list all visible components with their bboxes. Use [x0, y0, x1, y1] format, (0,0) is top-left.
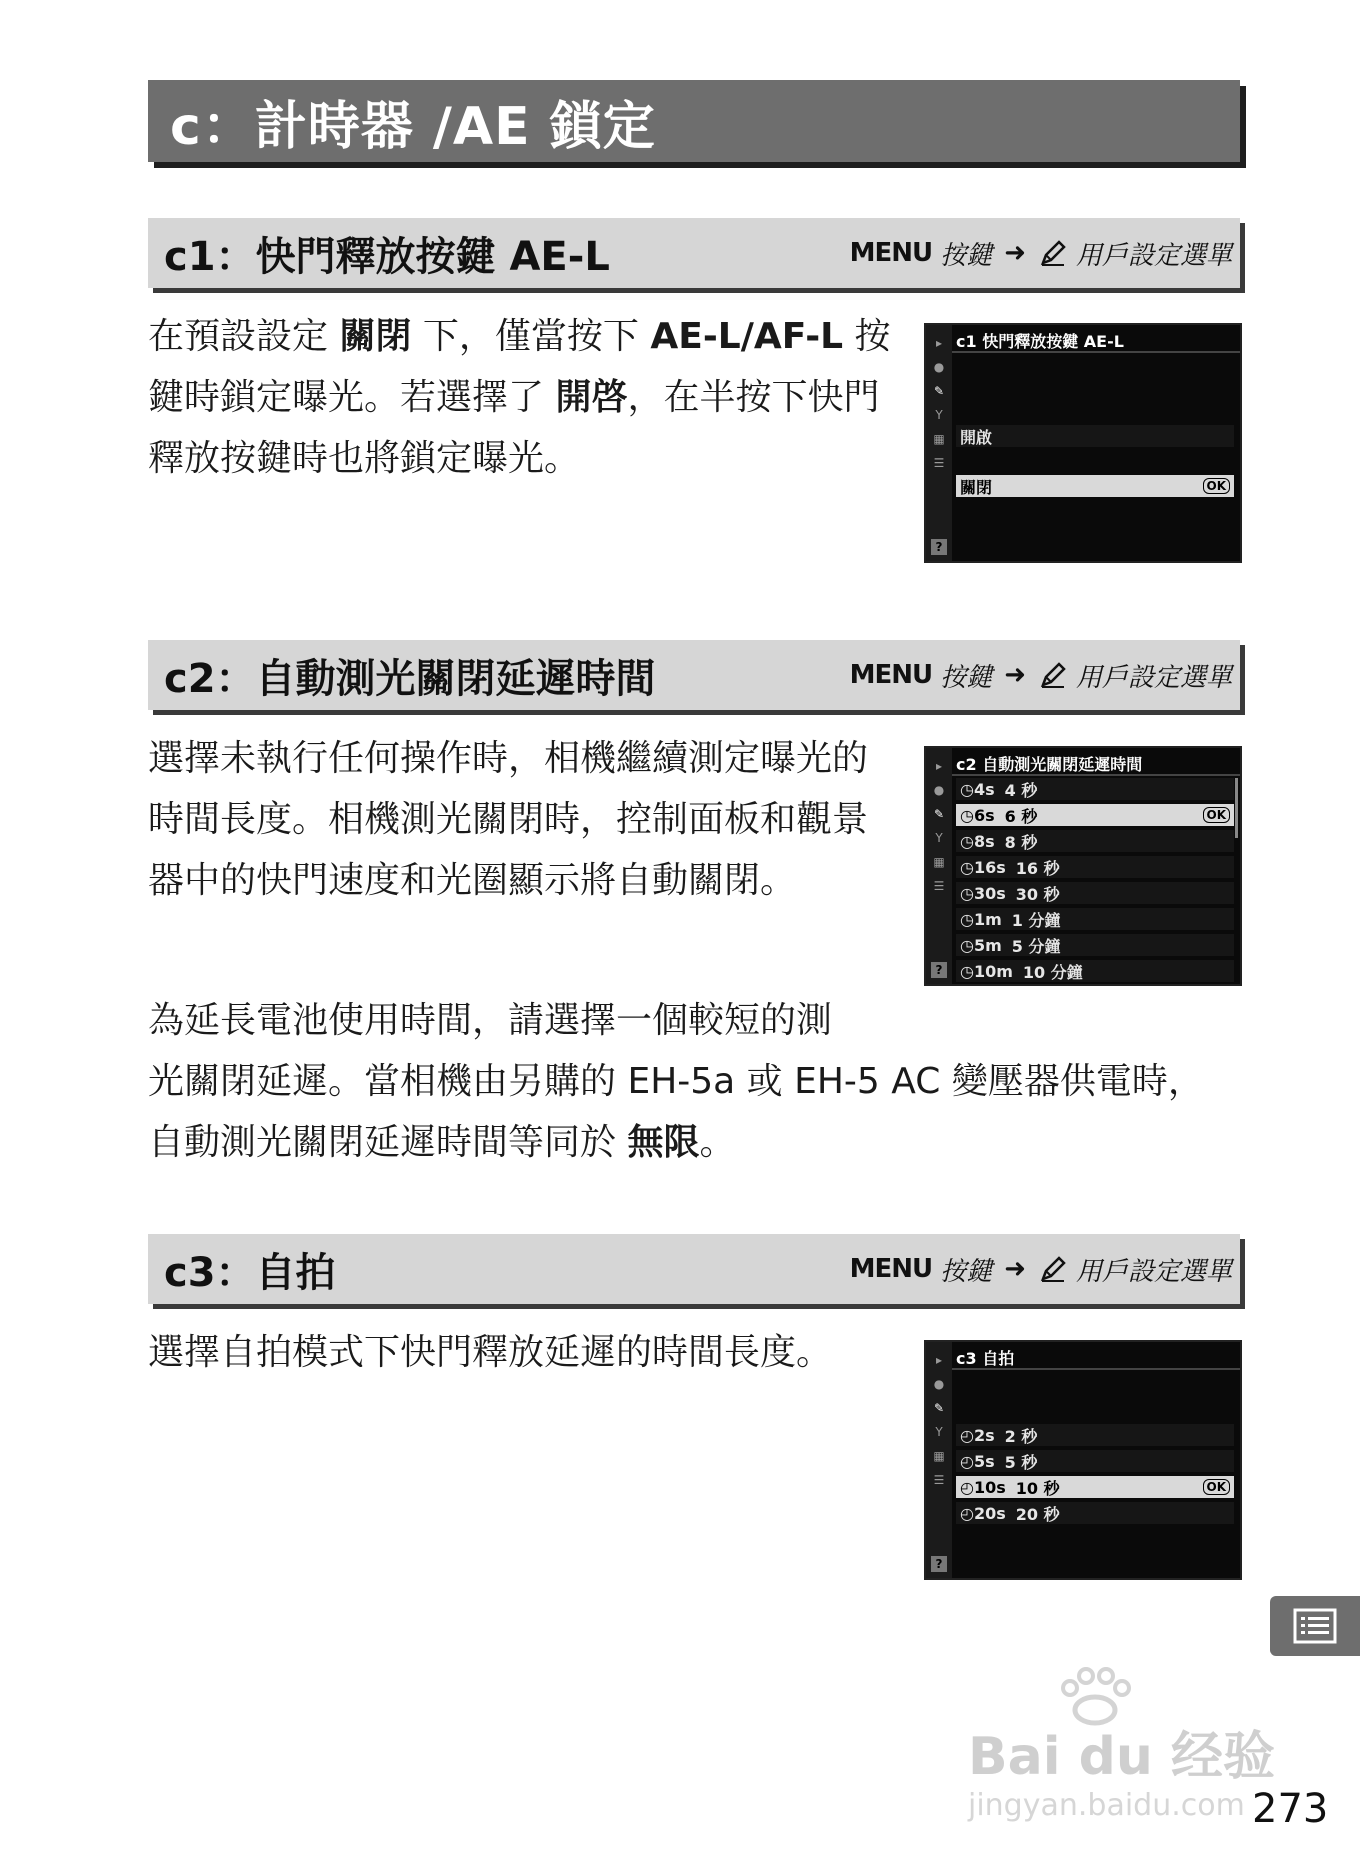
option-code: ◷8s	[960, 831, 995, 851]
menu-tab-sidebar	[926, 1342, 952, 1578]
c3-description: 選擇自拍模式下快門釋放延遲的時間長度。	[148, 1332, 833, 1373]
c2-battery-note	[148, 990, 1248, 1173]
playback-tab-icon: ▸	[935, 336, 943, 350]
option-code: ◷6s	[960, 805, 995, 825]
option-10m[interactable]	[956, 960, 1234, 982]
option-code: ◴5s	[960, 1451, 995, 1471]
c2-battery-line-3	[148, 1112, 1248, 1173]
option-code: ◴2s	[960, 1425, 995, 1445]
menu-tab-sidebar	[926, 748, 952, 984]
ok-badge: OK	[1203, 807, 1231, 823]
custom-setting-tab-icon: ✎	[933, 384, 945, 398]
option-label: 1 分鐘	[1011, 910, 1061, 930]
option-label: 4 秒	[1004, 780, 1038, 800]
arrow-icon: ➜	[1004, 660, 1026, 690]
arrow-icon: ➜	[1004, 238, 1026, 268]
option-label: 開啟	[960, 427, 993, 447]
option-6s[interactable]	[956, 804, 1234, 826]
screen-title: c1 快門釋放按鍵 AE-L	[956, 332, 1124, 351]
title-divider	[952, 1368, 1240, 1370]
scrollbar[interactable]	[1235, 778, 1238, 838]
option-30s[interactable]	[956, 882, 1234, 904]
custom-settings-menu-label: 用戶設定選單	[1075, 1256, 1232, 1287]
menu-label: MENU	[849, 660, 933, 690]
option-16s[interactable]	[956, 856, 1234, 878]
button-label: 按鍵	[940, 662, 993, 693]
playback-tab-icon: ▸	[935, 1353, 943, 1367]
custom-setting-tab-icon: ✎	[933, 807, 945, 821]
shooting-tab-icon: ●	[933, 360, 945, 374]
option-8s[interactable]	[956, 830, 1234, 852]
option-10s[interactable]	[956, 1476, 1234, 1498]
setup-tab-icon: Y	[935, 1425, 943, 1439]
option-code: ◷1m	[960, 909, 1002, 929]
help-icon: ?	[931, 1556, 947, 1572]
title-divider	[952, 774, 1240, 776]
emphasis-text: 開啓	[555, 377, 628, 418]
retouch-tab-icon: ▦	[933, 432, 945, 446]
text-run: 按鍵時鎖定曝光。若選擇了	[148, 316, 891, 418]
button-label: 按鍵	[940, 240, 993, 271]
chapter-title: c：計時器 /AE 鎖定	[170, 96, 656, 157]
option-label: 10 秒	[1015, 1478, 1060, 1498]
pencil-icon	[1038, 238, 1068, 268]
ok-badge: OK	[1203, 1479, 1231, 1495]
text-run: 下，僅當按下	[411, 316, 651, 357]
shooting-tab-icon: ●	[933, 1377, 945, 1391]
menu-path	[850, 657, 1232, 694]
camera-screen-c2	[924, 746, 1242, 986]
screen-title: c3 自拍	[956, 1349, 1015, 1368]
pencil-icon	[1038, 660, 1068, 690]
option-label: 6 秒	[1004, 806, 1038, 826]
text: 自動測光關閉延遲時間等同於	[148, 1122, 628, 1163]
menu-tab-sidebar	[926, 325, 952, 561]
option-code: ◷16s	[960, 857, 1006, 877]
c1-description	[148, 306, 900, 489]
emphasis-text: 關閉	[339, 316, 412, 357]
option-code: ◷10m	[960, 961, 1013, 981]
custom-settings-menu-label: 用戶設定選單	[1075, 240, 1232, 271]
title-divider	[952, 351, 1240, 353]
menu-label: MENU	[849, 238, 933, 268]
menu-list-icon	[1293, 1608, 1337, 1644]
help-icon: ?	[931, 962, 947, 978]
text: 。	[699, 1122, 736, 1163]
option-code: ◷4s	[960, 779, 995, 799]
option-on[interactable]	[956, 425, 1234, 447]
chapter-title-banner	[148, 80, 1240, 162]
watermark-brand: Bai du 经验	[968, 1727, 1275, 1787]
menu-path	[850, 235, 1232, 272]
option-label: 關閉	[960, 477, 993, 497]
custom-setting-tab-icon: ✎	[933, 1401, 945, 1415]
section-title-c3: c3：自拍	[164, 1249, 336, 1296]
section-title-c1: c1：快門釋放按鍵 AE-L	[164, 233, 610, 280]
custom-settings-menu-label: 用戶設定選單	[1075, 662, 1232, 693]
emphasis-text: AE-L/AF-L	[650, 316, 844, 357]
option-label: 20 秒	[1015, 1504, 1060, 1524]
pencil-icon	[1038, 1254, 1068, 1284]
setup-tab-icon: Y	[935, 408, 943, 422]
c2-battery-line-1: 為延長電池使用時間，請選擇一個較短的測	[148, 1000, 833, 1041]
option-label: 16 秒	[1015, 858, 1060, 878]
option-off-selected[interactable]	[956, 475, 1234, 497]
option-code: ◷5m	[960, 935, 1002, 955]
option-2s[interactable]	[956, 1424, 1234, 1446]
section-header-c1	[148, 218, 1240, 288]
option-label: 8 秒	[1004, 832, 1038, 852]
c2-description: 選擇未執行任何操作時，相機繼續測定曝光的時間長度。相機測光關閉時，控制面板和觀景器中的快門速度和光圈顯示將自動關閉。	[148, 738, 869, 901]
option-code: ◴20s	[960, 1503, 1006, 1523]
emphasis-unlimited: 無限	[627, 1122, 700, 1163]
help-icon: ?	[931, 539, 947, 555]
text-run: 在預設設定	[148, 316, 340, 357]
shooting-tab-icon: ●	[933, 783, 945, 797]
screen-title: c2 自動測光關閉延遲時間	[956, 755, 1143, 774]
menu-label: MENU	[849, 1254, 933, 1284]
option-5m[interactable]	[956, 934, 1234, 956]
option-label: 30 秒	[1015, 884, 1060, 904]
menu-path	[850, 1251, 1232, 1288]
my-menu-tab-icon: ☰	[933, 1473, 945, 1487]
camera-screen-c1	[924, 323, 1242, 563]
option-1m[interactable]	[956, 908, 1234, 930]
my-menu-tab-icon: ☰	[933, 456, 945, 470]
c2-battery-line-2: 光關閉延遲。當相機由另購的 EH-5a 或 EH-5 AC 變壓器供電時，	[148, 1061, 1204, 1102]
retouch-tab-icon: ▦	[933, 1449, 945, 1463]
arrow-icon: ➜	[1004, 1254, 1026, 1284]
option-label: 10 分鐘	[1022, 962, 1083, 982]
option-code: ◷30s	[960, 883, 1006, 903]
page-number: 273	[1252, 1786, 1329, 1832]
option-4s[interactable]	[956, 778, 1234, 800]
section-header-c2	[148, 640, 1240, 710]
option-label: 2 秒	[1004, 1426, 1038, 1446]
option-20s[interactable]	[956, 1502, 1234, 1524]
camera-screen-c3	[924, 1340, 1242, 1580]
my-menu-tab-icon: ☰	[933, 879, 945, 893]
option-5s[interactable]	[956, 1450, 1234, 1472]
setup-tab-icon: Y	[935, 831, 943, 845]
section-title-c2: c2：自動測光關閉延遲時間	[164, 655, 656, 702]
option-label: 5 分鐘	[1011, 936, 1061, 956]
button-label: 按鍵	[940, 1256, 993, 1287]
custom-settings-tab[interactable]	[1270, 1596, 1360, 1656]
option-label: 5 秒	[1004, 1452, 1038, 1472]
watermark-url: jingyan.baidu.com	[968, 1788, 1245, 1823]
retouch-tab-icon: ▦	[933, 855, 945, 869]
ok-badge: OK	[1203, 478, 1231, 494]
option-code: ◴10s	[960, 1477, 1006, 1497]
playback-tab-icon: ▸	[935, 759, 943, 773]
section-header-c3	[148, 1234, 1240, 1304]
text-run: ，在半按下快門釋放按鍵時也將鎖定曝光。	[148, 377, 880, 479]
